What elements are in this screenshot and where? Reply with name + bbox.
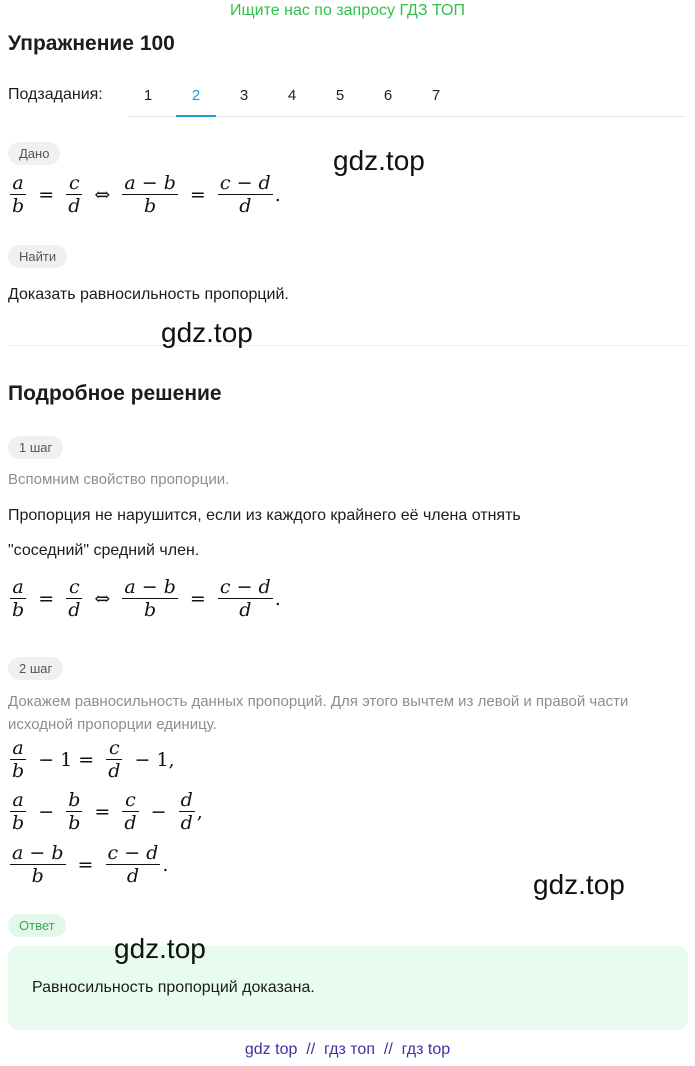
tab-1[interactable]: 1 [143, 87, 153, 104]
subtasks-label: Подзадания: [8, 86, 103, 103]
footer-links[interactable]: gdz top // гдз топ // гдз top [244, 1041, 451, 1058]
given-chip: Дано [8, 142, 60, 165]
watermark: gdz.top [333, 145, 425, 176]
step1-line2: "соседний" средний член. [8, 542, 200, 559]
tab-7[interactable]: 7 [431, 87, 441, 104]
step1-chip: 1 шаг [8, 436, 63, 459]
step2-eq3: $\frac{a - b}{b}$ = $\frac{c - d}{d}$ . [12, 842, 169, 887]
divider [8, 345, 688, 346]
find-chip: Найти [8, 245, 67, 268]
step2-chip: 2 шаг [8, 657, 63, 680]
given-formula: $\frac{a}{b}$ = $\frac{c}{d}$ ⇔ $\frac{a - b}{b}$ = $\frac{c - d}{d}$ . [12, 172, 281, 217]
step2-eq1: $\frac{a}{b}$ − 1 = $\frac{c}{d}$ − 1, [12, 737, 175, 782]
step1-formula: $\frac{a}{b}$ = $\frac{c}{d}$ ⇔ $\frac{a - b}{b}$ = $\frac{c - d}{d}$ . [12, 576, 281, 621]
tab-4[interactable]: 4 [287, 87, 297, 104]
subtask-tabs [128, 76, 686, 117]
top-banner[interactable]: Ищите нас по запросу ГДЗ ТОП [230, 2, 465, 19]
step2-hint-line1: Докажем равносильность данных пропорций. Для этого вычтем из левой и правой части [8, 693, 629, 710]
find-text: Доказать равносильность пропорций. [8, 286, 289, 303]
watermark: gdz.top [114, 933, 206, 964]
tab-3[interactable]: 3 [239, 87, 249, 104]
answer-text: Равносильность пропорций доказана. [32, 979, 315, 996]
page-title: Упражнение 100 [8, 32, 175, 55]
answer-chip: Ответ [8, 914, 66, 937]
tab-5[interactable]: 5 [335, 87, 345, 104]
step2-hint-line2: исходной пропорции единицу. [8, 716, 217, 733]
step1-hint: Вспомним свойство пропорции. [8, 471, 230, 488]
tab-2[interactable]: 2 [176, 76, 216, 117]
watermark: gdz.top [533, 869, 625, 900]
tab-6[interactable]: 6 [383, 87, 393, 104]
watermark: gdz.top [161, 317, 253, 348]
step1-line1: Пропорция не нарушится, если из каждого крайнего её члена отнять [8, 507, 521, 524]
solution-title: Подробное решение [8, 382, 222, 405]
step2-eq2: $\frac{a}{b}$ − $\frac{b}{b}$ = $\frac{c}{d}$ − $\frac{d}{d}$ , [12, 789, 203, 834]
